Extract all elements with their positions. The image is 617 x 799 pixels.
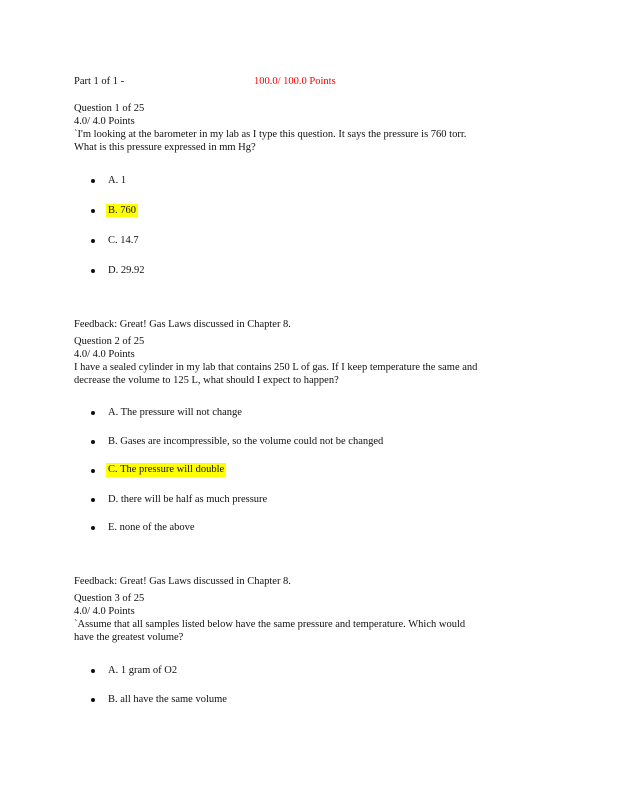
answer-option[interactable]: D. there will be half as much pressure (108, 494, 268, 505)
question-score: 4.0/ 4.0 Points (74, 116, 135, 127)
bullet-icon (91, 698, 95, 702)
bullet-icon (91, 269, 95, 273)
bullet-icon (91, 209, 95, 213)
bullet-icon (91, 498, 95, 502)
question-text-line1: I have a sealed cylinder in my lab that contains 250 L of gas. If I keep temperature the same and (74, 362, 478, 373)
answer-option[interactable]: B. all have the same volume (108, 694, 227, 705)
bullet-icon (91, 179, 95, 183)
answer-option-selected[interactable]: B. 760 (108, 205, 137, 216)
question-text-line1: `I'm looking at the barometer in my lab as I type this question. It says the pressure is 760 torr. (74, 129, 467, 140)
question-text-line1: `Assume that all samples listed below have the same pressure and temperature. Which would (74, 619, 466, 630)
feedback-text: Feedback: Great! Gas Laws discussed in Chapter 8. (74, 319, 291, 330)
part-label: Part 1 of 1 - (74, 76, 125, 87)
answer-option[interactable]: A. 1 gram of O2 (108, 665, 178, 676)
bullet-icon (91, 469, 95, 473)
answer-option[interactable]: A. The pressure will not change (108, 407, 242, 418)
bullet-icon (91, 239, 95, 243)
bullet-icon (91, 669, 95, 673)
question-text-line2: have the greatest volume? (74, 632, 184, 643)
question-text-line2: decrease the volume to 125 L, what should I expect to happen? (74, 375, 339, 386)
bullet-icon (91, 526, 95, 530)
bullet-icon (91, 411, 95, 415)
total-points: 100.0/ 100.0 Points (254, 76, 336, 87)
feedback-text: Feedback: Great! Gas Laws discussed in Chapter 8. (74, 576, 291, 587)
answer-option[interactable]: C. 14.7 (108, 235, 139, 246)
answer-option[interactable]: E. none of the above (108, 522, 195, 533)
question-title: Question 3 of 25 (74, 593, 145, 604)
answer-option-selected[interactable]: C. The pressure will double (108, 464, 225, 475)
question-title: Question 1 of 25 (74, 103, 145, 114)
answer-option[interactable]: D. 29.92 (108, 265, 145, 276)
question-score: 4.0/ 4.0 Points (74, 349, 135, 360)
question-score: 4.0/ 4.0 Points (74, 606, 135, 617)
question-title: Question 2 of 25 (74, 336, 145, 347)
question-text-line2: What is this pressure expressed in mm Hg? (74, 142, 256, 153)
answer-option[interactable]: A. 1 (108, 175, 127, 186)
answer-option[interactable]: B. Gases are incompressible, so the volume could not be changed (108, 436, 384, 447)
bullet-icon (91, 440, 95, 444)
